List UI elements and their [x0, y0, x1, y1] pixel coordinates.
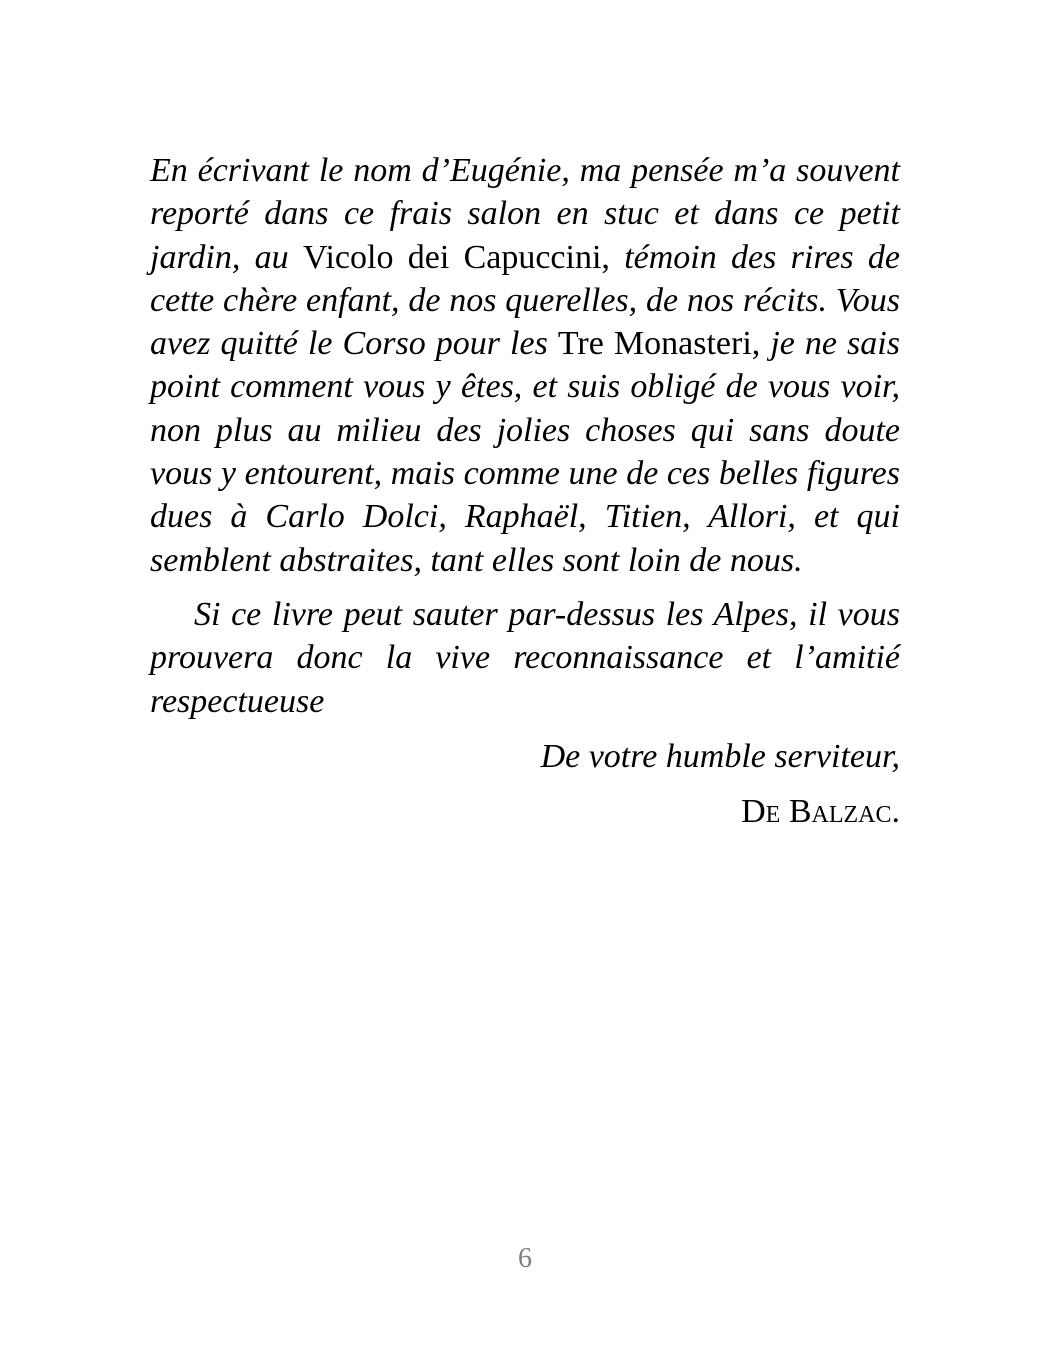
dedication-text-block: [150, 149, 900, 833]
page-number: 6: [518, 1243, 532, 1274]
paragraph-1-segment-1: En écrivant le nom d’Eugénie, ma pensée m’a souvent reporté dans ce frais salon en stuc et dans ce petit jardin, au: [150, 152, 900, 276]
dedication-paragraph-2: Si ce livre peut sauter par-dessus les Alpes, il vous prouvera donc la vive reconnaissance et l’amitié respectueuse: [150, 595, 900, 720]
paragraph-1-segment-5: je ne sais point comment vous y êtes, et suis obligé de vous voir, non plus au milieu des jolies choses qui sans doute vous y entourent, mais comme une de ces belles figures dues à Carlo Dolci, Raphaël, Titien, Allori, et qui semblent abstraites, tant elles sont loin de nous.: [150, 325, 900, 579]
author-signature: De Balzac.: [741, 793, 900, 831]
place-name-vicolo: Vicolo dei Capuccini,: [302, 238, 610, 276]
place-name-tre-monasteri: Tre Monasteri,: [557, 325, 761, 363]
dedication-paragraph-1: [150, 149, 900, 582]
closing-line: De votre humble serviteur,: [540, 737, 900, 775]
paragraph-1-segment-3: témoin des rires de cette chère enfant, de nos querelles, de nos récits. Vous avez quitté le Corso pour les: [150, 238, 901, 363]
